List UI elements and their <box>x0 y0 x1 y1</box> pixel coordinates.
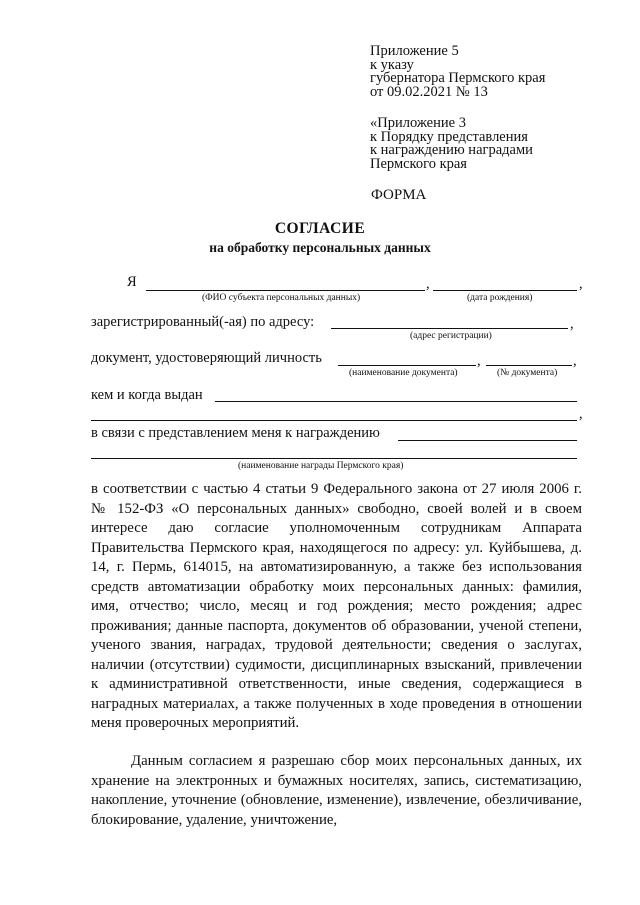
appendix-3-line-2: к Порядку представления <box>370 128 528 145</box>
document-number-field-line[interactable] <box>486 365 572 366</box>
award-field-line-2[interactable] <box>91 458 577 459</box>
issued-field-line-2[interactable] <box>91 420 577 421</box>
consent-paragraph-2: Данным согласием я разрешаю сбор моих персональных данных, их хранение на электронных и бумажных носителях, запись, систематизацию, накопление, уточнение (обновление, изменение), извлечение, обезличивание, блокирование, удаление, уничтожение, <box>91 753 582 828</box>
address-label: зарегистрированный(-ая) по адресу: <box>91 314 315 330</box>
award-label: в связи с представлением меня к награждению <box>91 425 380 441</box>
document-number-caption: (№ документа) <box>497 368 558 378</box>
address-field-line[interactable] <box>331 328 568 329</box>
document-comma: , <box>477 353 481 369</box>
issued-label: кем и когда выдан <box>91 387 203 403</box>
appendix-5-block <box>370 45 545 99</box>
fio-caption: (ФИО субъекта персональных данных) <box>202 293 361 303</box>
dob-field-line[interactable] <box>433 290 577 291</box>
appendix-5-line-3: губернатора Пермского края <box>370 70 546 86</box>
document-name-caption: (наименование документа) <box>349 368 458 378</box>
dob-comma: , <box>579 276 583 292</box>
document-name-field-line[interactable] <box>338 365 476 366</box>
appendix-5-line-4: от 09.02.2021 № 13 <box>370 83 488 100</box>
appendix-3-line-3: к награждению наградами <box>370 142 533 158</box>
award-caption: (наименование награды Пермского края) <box>238 461 404 471</box>
i-label: Я <box>127 274 137 290</box>
consent-paragraph-1: в соответствии с частью 4 статьи 9 Федерального закона от 27 июля 2006 г. № 152-ФЗ «О персональных данных» свободно, своей волей и в своем интересе даю согласие уполномоченным сотрудникам Аппарата Правительства Пермского края, находящегося по адресу: ул. Куйбышева, д. 14, г. Пермь, 614015, на автоматизированную, а также без использования средств автоматизации обработку моих персональных данных: фамилия, имя, отчество; число, месяц и год рождения; место рождения; адрес проживания; данные паспорта, документов об образовании, ученой степени, ученого звания, наградах, трудовой деятельности; сведения о заслугах, наличии (отсутствии) судимости, дисциплинарных взысканий, привлечении к административной ответственности, иные сведения, содержащиеся в наградных материалах, а также полученных в ходе проведения в отношении меня проверочных мероприятий. <box>91 481 582 731</box>
appendix-3-block <box>370 117 533 171</box>
form-label: ФОРМА <box>371 187 427 203</box>
fio-comma: , <box>426 276 430 292</box>
award-field-line[interactable] <box>398 440 577 441</box>
address-caption: (адрес регистрации) <box>410 331 492 341</box>
issued-field-line[interactable] <box>215 401 577 402</box>
fio-field-line[interactable] <box>146 290 425 291</box>
address-comma: , <box>570 316 574 332</box>
appendix-3-line-1: «Приложение 3 <box>370 115 466 131</box>
issued-comma: , <box>579 406 583 422</box>
appendix-5-line-2: к указу <box>370 56 414 73</box>
appendix-3-line-4: Пермского края <box>370 155 467 172</box>
document-subtitle: на обработку персональных данных <box>209 240 431 255</box>
document-title: СОГЛАСИЕ <box>274 220 366 237</box>
document-end-comma: , <box>573 353 577 369</box>
appendix-5-line-1: Приложение 5 <box>370 43 459 59</box>
dob-caption: (дата рождения) <box>467 293 533 303</box>
document-label: документ, удостоверяющий личность <box>91 350 322 366</box>
